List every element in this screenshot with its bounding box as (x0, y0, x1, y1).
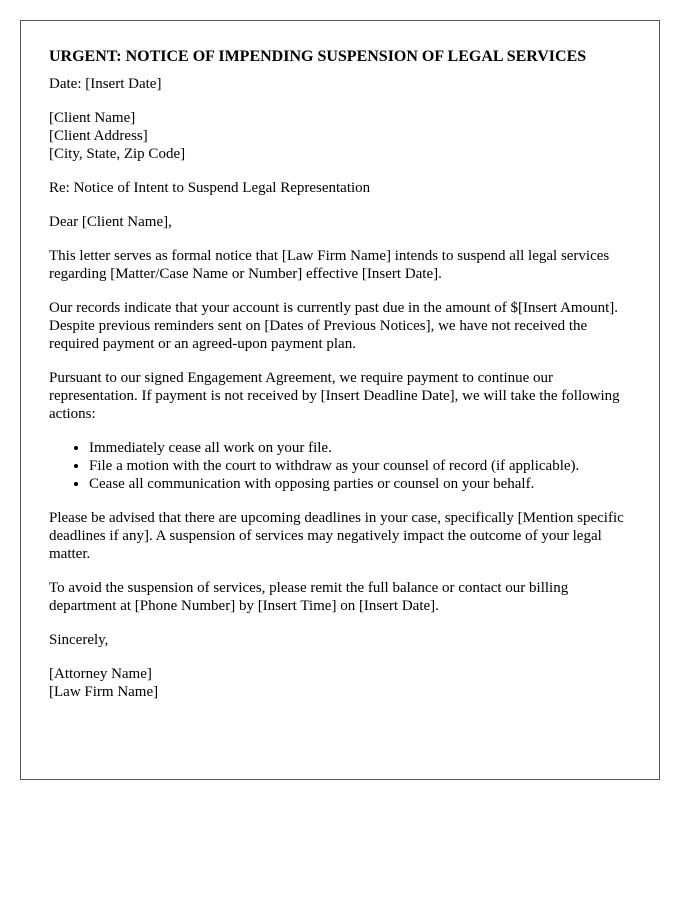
list-item: • File a motion with the court to withdraw as your counsel of record (if applicable). (89, 457, 631, 475)
letter-date: Date: [Insert Date] (49, 76, 162, 92)
salutation: Dear [Client Name], (49, 214, 172, 230)
body-paragraph-remit: To avoid the suspension of services, please remit the full balance or contact our billing department at [Phone Number] by [Insert Time] on [Insert Date]. (49, 580, 569, 614)
list-item: • Immediately cease all work on your file. (89, 439, 631, 457)
actions-list (49, 439, 631, 493)
letter-title: URGENT: NOTICE OF IMPENDING SUSPENSION OF LEGAL SERVICES (49, 48, 587, 65)
body-paragraph-notice: This letter serves as formal notice that [Law Firm Name] intends to suspend all legal services regarding [Matter/Case Name or Number] effective [Insert Date]. (49, 248, 610, 282)
law-firm-name: [Law Firm Name] (49, 684, 159, 700)
closing: Sincerely, (49, 632, 109, 648)
re-line: Re: Notice of Intent to Suspend Legal Representation (49, 180, 371, 196)
body-paragraph-past-due: Our records indicate that your account is currently past due in the amount of $[Insert Amount]. Despite previous reminders sent on [Dates of Previous Notices], we have not received the required payment or an agreed-upon payment plan. (49, 300, 619, 352)
client-city-line: [City, State, Zip Code] (49, 146, 186, 162)
attorney-name: [Attorney Name] (49, 666, 152, 682)
letter-document (20, 20, 660, 780)
client-name-line: [Client Name] (49, 110, 136, 126)
body-paragraph-deadlines: Please be advised that there are upcoming deadlines in your case, specifically [Mention specific deadlines if any]. A suspension of services may negatively impact the outcome of your legal matter. (49, 510, 624, 562)
list-item: • Cease all communication with opposing parties or counsel on your behalf. (89, 475, 631, 493)
signature-block (49, 665, 631, 701)
client-address-line: [Client Address] (49, 128, 148, 144)
body-paragraph-engagement: Pursuant to our signed Engagement Agreement, we require payment to continue our representation. If payment is not received by [Insert Deadline Date], we will take the following actions: (49, 370, 620, 422)
client-address-block (49, 109, 631, 163)
